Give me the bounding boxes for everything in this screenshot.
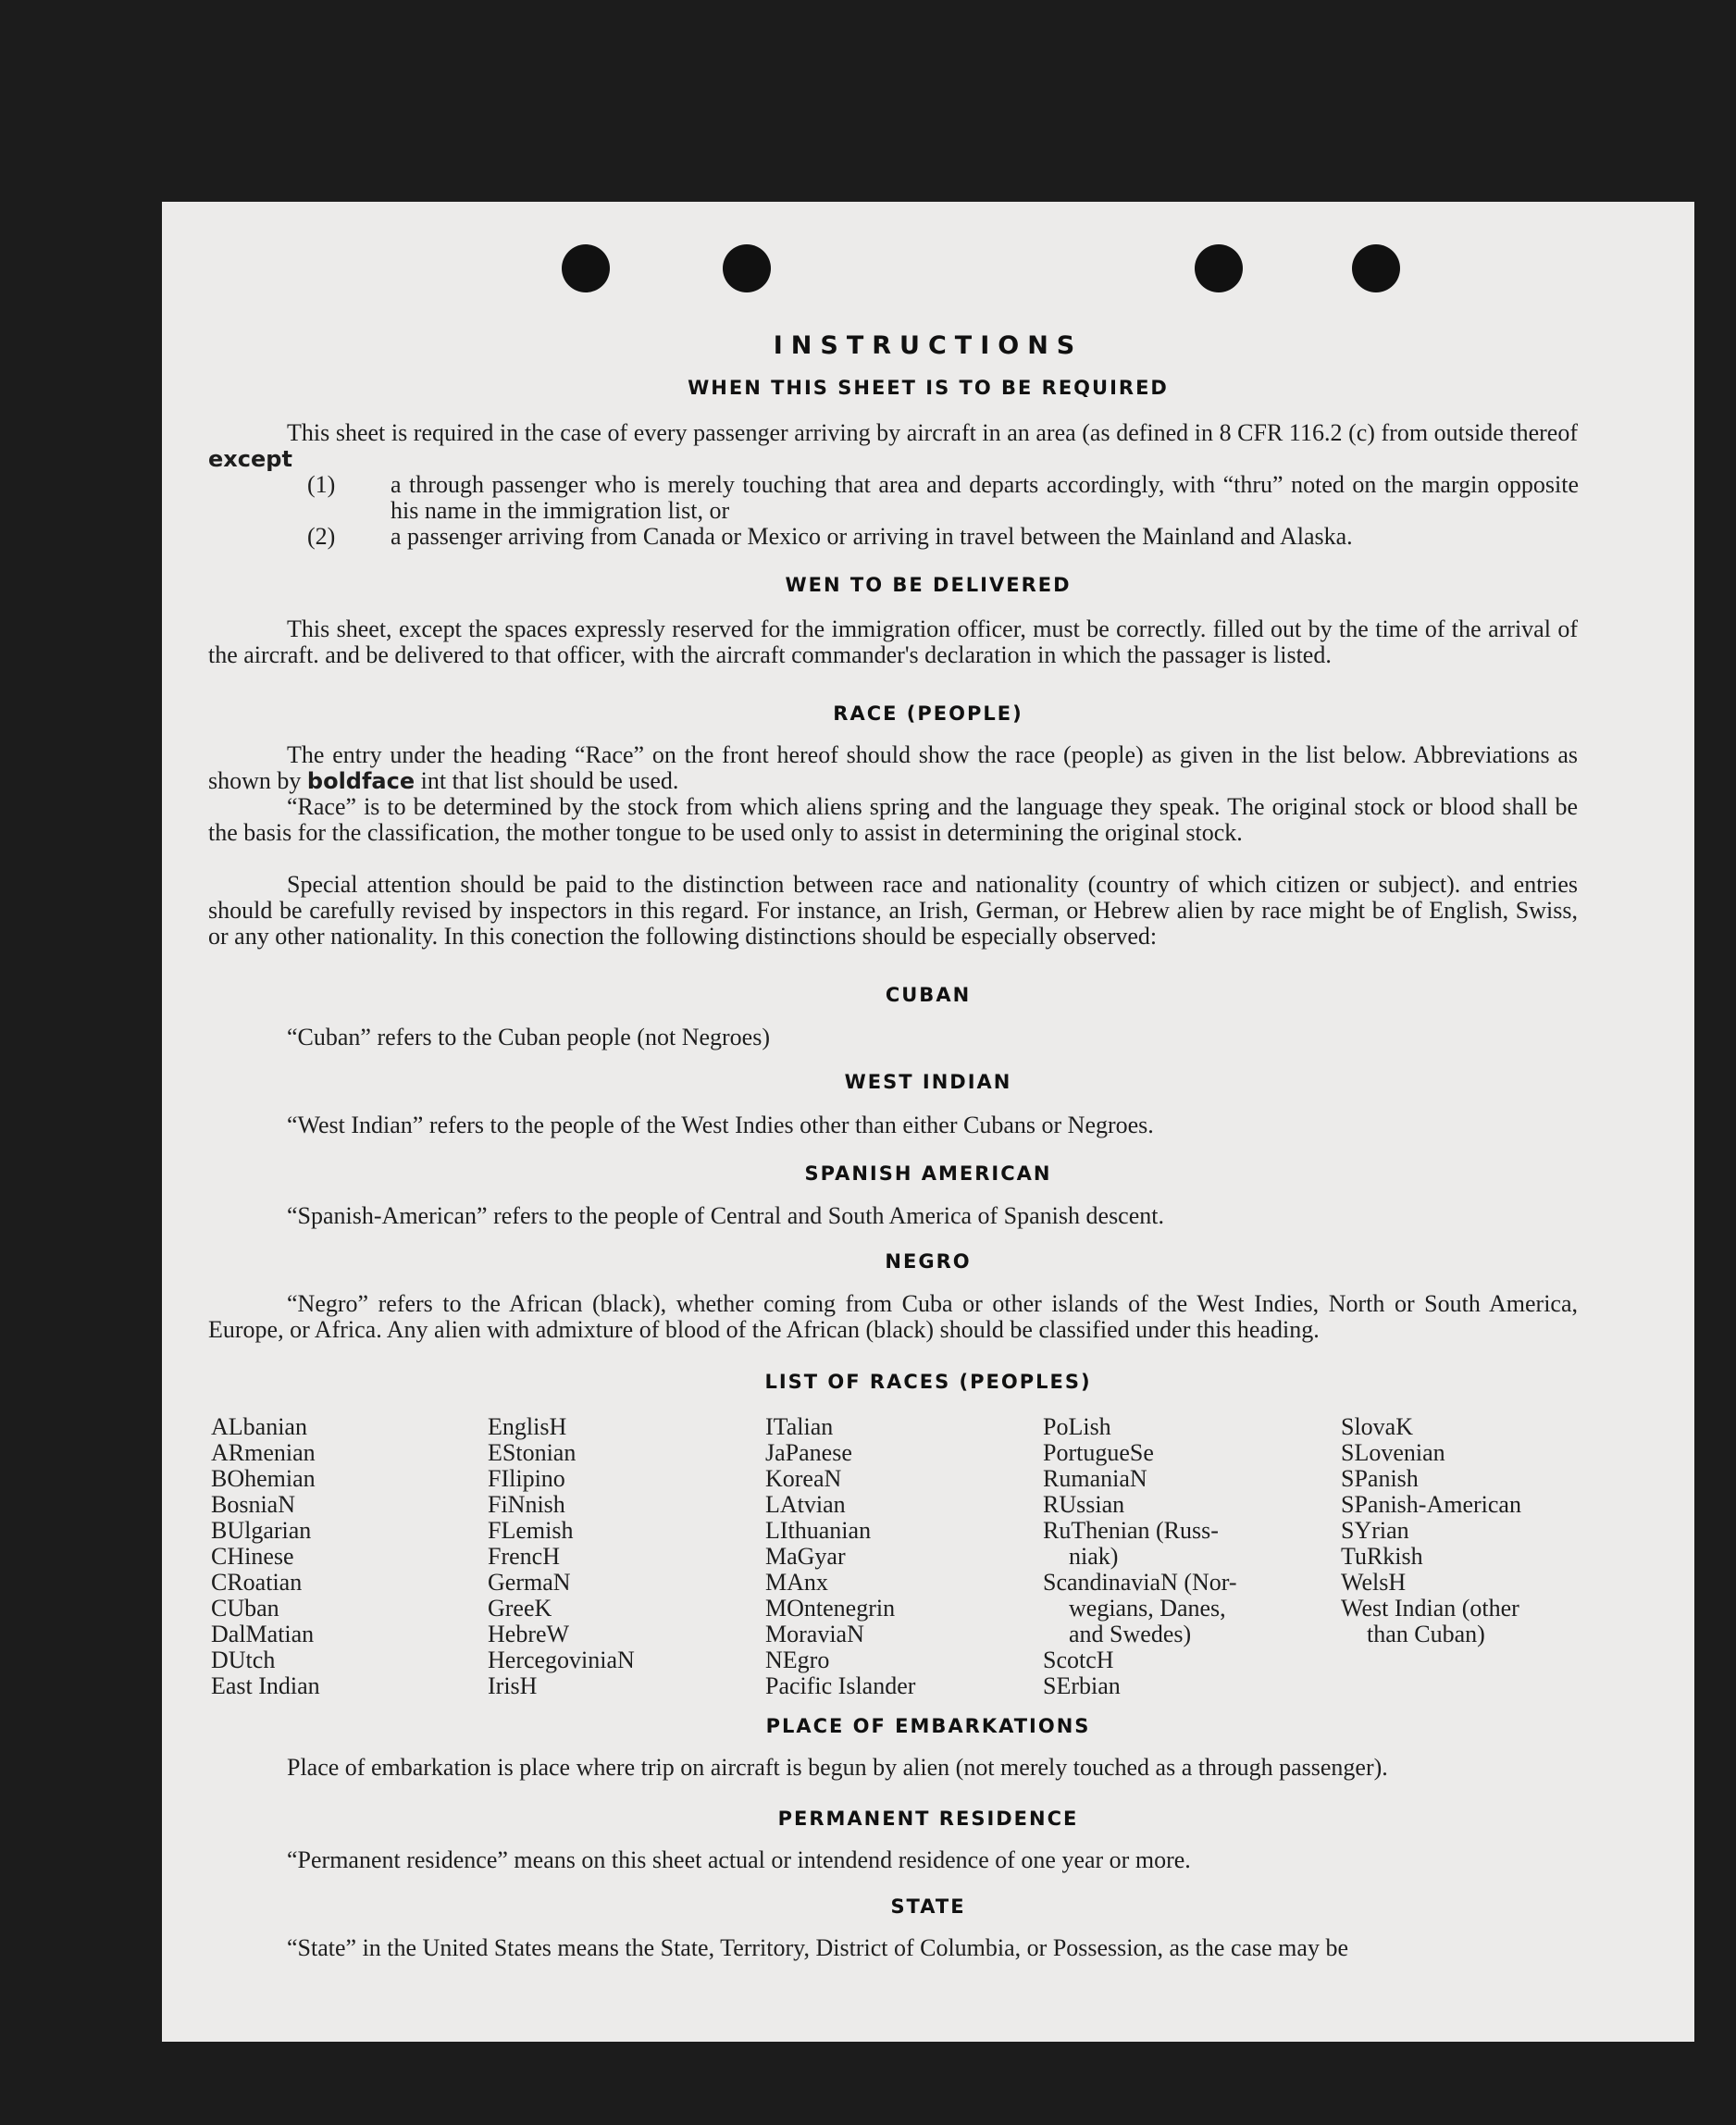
punch-hole-4: [1352, 244, 1400, 292]
race-entry: DalMatian: [211, 1621, 315, 1647]
punch-hole-2: [723, 244, 771, 292]
instruction-sheet: [162, 202, 1694, 2042]
race-paragraph-2: “Race” is to be determined by the stock from which aliens spring and the language they speak. The original stock or blood shall be the basis for the classification, the mother tongue to be used only to assist in determining the original stock.: [208, 793, 1578, 846]
race-entry: SPanish: [1341, 1465, 1419, 1492]
race-list-column-3: [765, 1414, 915, 1699]
race-entry: RUssian: [1043, 1491, 1125, 1518]
race-entry: MOntenegrin: [765, 1595, 896, 1622]
race-entry: PortugueSe: [1043, 1439, 1154, 1466]
race-entry: HebreW: [488, 1621, 570, 1647]
race-entry: MAnx: [765, 1569, 828, 1596]
race-entry: RuThenian (Russ-: [1043, 1517, 1219, 1544]
when-required-intro: This sheet is required in the case of every passenger arriving by aircraft in an area (as defined in 8 CFR 116.2 (c) from outside thereof except: [208, 419, 1578, 472]
state-text: “State” in the United States means the State, Territory, District of Columbia, or Possession, as the case may be: [287, 1934, 1348, 1961]
race-entry: niak): [1069, 1543, 1119, 1570]
permanent-residence-text: “Permanent residence” means on this sheet actual or intendend residence of one year or more.: [287, 1846, 1191, 1873]
race-list-column-1: [211, 1414, 320, 1699]
exception-text: a passenger arriving from Canada or Mexico or arriving in travel between the Mainland and Alaska.: [391, 523, 1353, 550]
race-entry: CHinese: [211, 1543, 294, 1570]
race-entry: BOhemian: [211, 1465, 316, 1492]
race-entry: EnglisH: [488, 1413, 567, 1440]
heading-negro: NEGRO: [885, 1250, 972, 1273]
race-list-column-4: [1043, 1414, 1237, 1699]
race-entry: NEgro: [765, 1647, 830, 1673]
race-entry: MoraviaN: [765, 1621, 864, 1647]
spanish-american-text: “Spanish-American” refers to the people of Central and South America of Spanish descent.: [287, 1202, 1164, 1229]
race-entry: GermaN: [488, 1569, 571, 1596]
heading-permanent-residence: PERMANENT RESIDENCE: [777, 1808, 1079, 1830]
race-entry: CUban: [211, 1595, 279, 1622]
heading-state: STATE: [890, 1895, 966, 1918]
west-indian-text: “West Indian” refers to the people of the West Indies other than either Cubans or Negroes.: [287, 1112, 1154, 1138]
heading-when-delivered: WEN TO BE DELIVERED: [785, 574, 1072, 596]
race-entry: FIlipino: [488, 1465, 565, 1492]
race-entry: TuRkish: [1341, 1543, 1423, 1570]
exception-number: (1): [307, 471, 336, 498]
race-entry: SLovenian: [1341, 1439, 1445, 1466]
race-entry: West Indian (other: [1341, 1595, 1519, 1622]
race-entry: BosniaN: [211, 1491, 295, 1518]
race-entry: LAtvian: [765, 1491, 846, 1518]
race-entry: MaGyar: [765, 1543, 846, 1570]
page-title: INSTRUCTIONS: [773, 331, 1084, 360]
race-entry: GreeK: [488, 1595, 552, 1622]
race-list-column-2: [488, 1414, 635, 1699]
race-entry: SlovaK: [1341, 1413, 1413, 1440]
race-entry: ALbanian: [211, 1413, 307, 1440]
race-entry: ScotcH: [1043, 1647, 1114, 1673]
race-entry: SPanish-American: [1341, 1491, 1521, 1518]
race-entry: RumaniaN: [1043, 1465, 1147, 1492]
race-entry: DUtch: [211, 1647, 276, 1673]
heading-race: RACE (PEOPLE): [833, 702, 1023, 725]
race-entry: EStonian: [488, 1439, 577, 1466]
exception-text: a through passenger who is merely touching that area and departs accordingly, with “thru” noted on the margin opposite his name in the immigration list, or: [391, 471, 1579, 524]
race-entry: ITalian: [765, 1413, 834, 1440]
embarkation-text: Place of embarkation is place where trip on aircraft is begun by alien (not merely touched as a through passenger).: [287, 1754, 1388, 1781]
exception-number: (2): [307, 523, 336, 550]
race-paragraph-3: Special attention should be paid to the distinction between race and nationality (country of which citizen or subject). and entries should be carefully revised by inspectors in this regard. For instance, an Irish, German, or Hebrew alien by race might be of English, Swiss, or any other nationality. In this conection the following distinctions should be especially observed:: [208, 871, 1578, 950]
race-entry: KoreaN: [765, 1465, 842, 1492]
race-entry: WelsH: [1341, 1569, 1407, 1596]
race-entry: Pacific Islander: [765, 1672, 916, 1699]
cuban-text: “Cuban” refers to the Cuban people (not Negroes): [287, 1024, 770, 1050]
punch-hole-1: [562, 244, 610, 292]
race-entry: BUlgarian: [211, 1517, 312, 1544]
race-entry: FLemish: [488, 1517, 574, 1544]
race-entry: ScandinaviaN (Nor-: [1043, 1569, 1237, 1596]
heading-west-indian: WEST INDIAN: [844, 1071, 1012, 1093]
race-list-column-5: [1341, 1414, 1521, 1647]
race-entry: IrisH: [488, 1672, 538, 1699]
race-entry: FrencH: [488, 1543, 560, 1570]
race-entry: HercegoviniaN: [488, 1647, 635, 1673]
heading-list-of-races: LIST OF RACES (PEOPLES): [764, 1371, 1092, 1393]
punch-hole-3: [1195, 244, 1243, 292]
heading-embarkation: PLACE OF EMBARKATIONS: [765, 1715, 1091, 1737]
heading-cuban: CUBAN: [885, 984, 972, 1006]
race-entry: and Swedes): [1069, 1621, 1192, 1647]
heading-when-required: WHEN THIS SHEET IS TO BE REQUIRED: [688, 377, 1169, 399]
race-entry: ARmenian: [211, 1439, 316, 1466]
race-entry: FiNnish: [488, 1491, 565, 1518]
race-entry: SErbian: [1043, 1672, 1121, 1699]
race-entry: JaPanese: [765, 1439, 852, 1466]
race-entry: LIthuanian: [765, 1517, 872, 1544]
race-entry: than Cuban): [1367, 1621, 1485, 1647]
race-paragraph-1: The entry under the heading “Race” on the front hereof should show the race (people) as given in the list below. Abbreviations as shown by boldface int that list should be used.: [208, 741, 1578, 794]
race-entry: SYrian: [1341, 1517, 1409, 1544]
race-entry: East Indian: [211, 1672, 320, 1699]
when-delivered-text: This sheet, except the spaces expressly reserved for the immigration officer, must be correctly. filled out by the time of the arrival of the aircraft. and be delivered to that officer, with the aircraft commander's declaration in which the passager is listed.: [208, 615, 1578, 668]
heading-spanish-american: SPANISH AMERICAN: [804, 1162, 1052, 1185]
negro-text: “Negro” refers to the African (black), whether coming from Cuba or other islands of the West Indies, North or South America, Europe, or Africa. Any alien with admixture of blood of the African (black) should be classified under this heading.: [208, 1290, 1578, 1343]
race-entry: CRoatian: [211, 1569, 303, 1596]
exception-item-2: [307, 524, 1579, 550]
exception-item-1: [307, 472, 1579, 524]
race-entry: PoLish: [1043, 1413, 1111, 1440]
race-entry: wegians, Danes,: [1069, 1595, 1226, 1622]
